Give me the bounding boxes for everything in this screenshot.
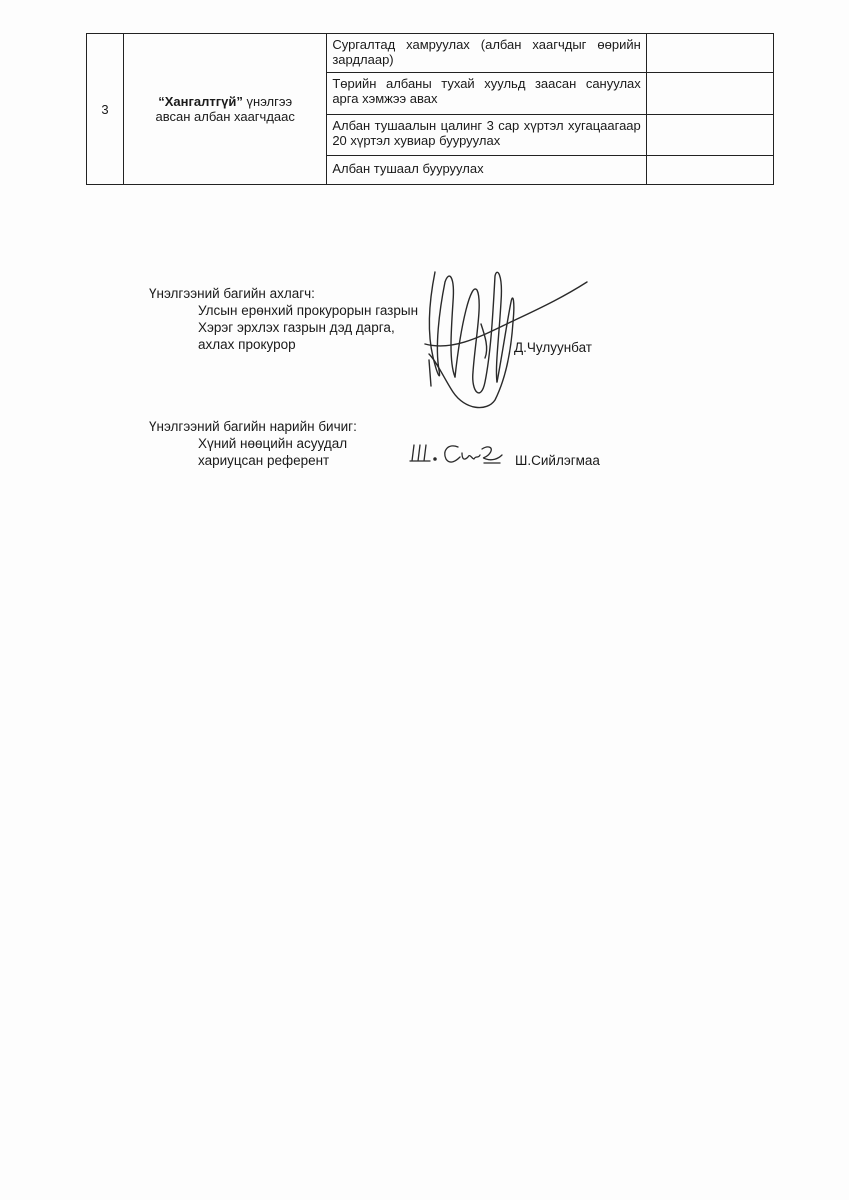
empty-cell xyxy=(646,115,773,156)
evaluation-table xyxy=(86,33,774,185)
category-line2: авсан албан хаагчдаас xyxy=(155,109,295,124)
action-text: Төрийн албаны тухай хуульд заасан сануулах арга хэмжээ авах xyxy=(332,76,641,106)
action-cell xyxy=(327,115,646,156)
action-cell xyxy=(327,34,646,73)
action-text: Албан тушаал бууруулах xyxy=(332,161,484,176)
secretary-signature-block xyxy=(149,418,357,469)
action-text: Албан тушаалын цалинг 3 сар хүртэл хугацаагаар 20 хүртэл хувиар бууруулах xyxy=(332,118,641,148)
empty-cell xyxy=(646,156,773,185)
row-number: 3 xyxy=(101,101,109,117)
leader-title: Үнэлгээний багийн ахлагч: xyxy=(149,286,315,301)
action-cell xyxy=(327,73,646,115)
leader-position-line3: ахлах прокурор xyxy=(198,337,296,352)
secretary-name: Ш.Сийлэгмаа xyxy=(515,453,600,468)
category-rest: үнэлгээ xyxy=(242,94,293,109)
table-row xyxy=(87,34,774,73)
secretary-position-line1: Хүний нөөцийн асуудал xyxy=(198,436,348,451)
secretary-title: Үнэлгээний багийн нарийн бичиг: xyxy=(149,419,357,434)
secretary-position-line2: хариуцсан референт xyxy=(198,453,330,468)
secretary-signature xyxy=(408,437,504,471)
category-cell xyxy=(124,34,327,185)
action-text: Сургалтад хамруулах (албан хаагчдыг өөрийн зардлаар) xyxy=(332,37,641,67)
leader-position-line1: Улсын ерөнхий прокурорын газрын xyxy=(198,303,419,318)
empty-cell xyxy=(646,34,773,73)
leader-signature xyxy=(415,262,605,417)
category-quote: “Хангалтгүй” xyxy=(158,94,243,109)
leader-position-line2: Хэрэг эрхлэх газрын дэд дарга, xyxy=(198,320,395,335)
leader-signature-block xyxy=(149,285,418,353)
row-number-cell xyxy=(87,34,124,185)
action-cell xyxy=(327,156,646,185)
leader-name: Д.Чулуунбат xyxy=(514,340,592,355)
empty-cell xyxy=(646,73,773,115)
